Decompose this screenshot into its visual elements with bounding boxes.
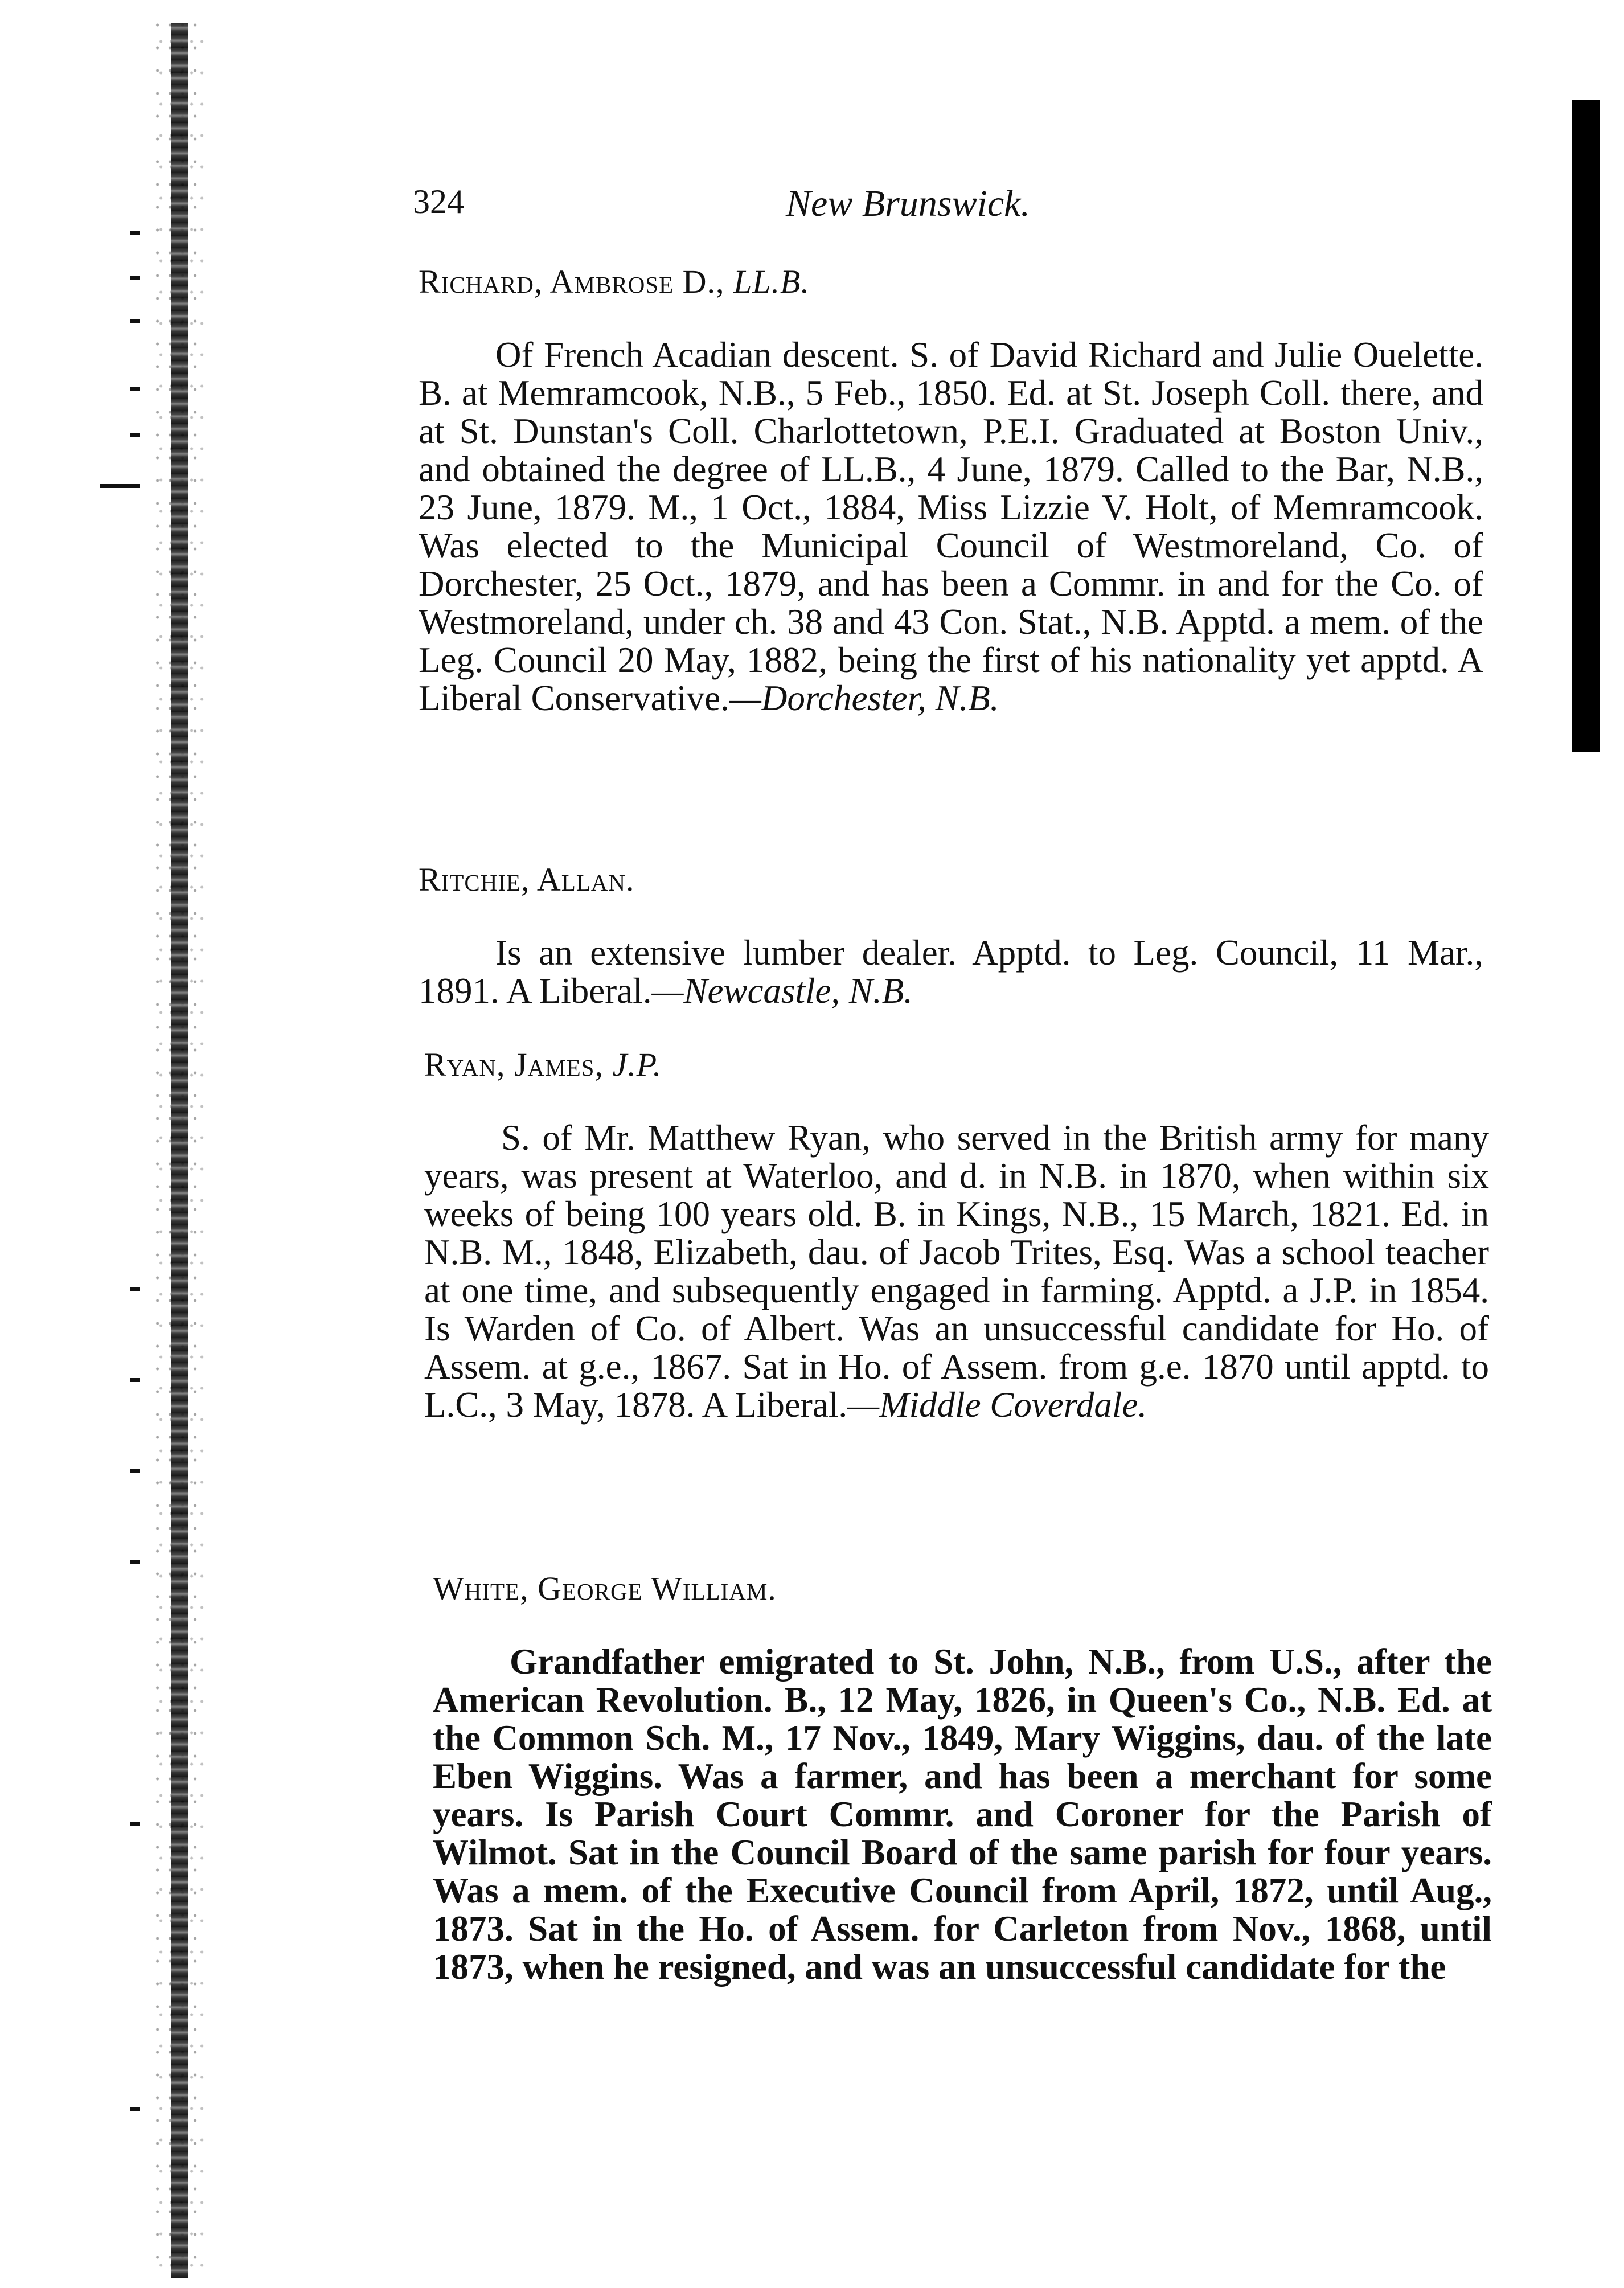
margin-mark [100,484,140,488]
entry-body [419,934,1483,1010]
entry-body-text: Grandfather emigrated to St. John, N.B., from U.S., after the American Revolution. B., 12 May, 1826, in Queen's Co., N.B. Ed. at the Common Sch. M., 17 Nov., 1849, Mary Wiggins, dau. of the late Eben Wiggins. Was a farmer, and has been a merchant for some years. Is Parish Court Commr. and Coroner for the Parish of Wilmot. Sat in the Council Board of the same parish for four years. Was a mem. of the Executive Council from April, 1872, until Aug., 1873. Sat in the Ho. of Assem. for Carleton from Nov., 1868, until 1873, when he resigned, and was an unsuccessful candidate for the [433,1642,1492,1987]
entry-name [419,259,1483,305]
margin-mark [130,276,140,280]
entry-residence: —Dorchester, N.B. [729,678,999,718]
entry-name-text: Ritchie, Allan. [419,861,635,898]
entry-body [433,1643,1492,1986]
entry-residence: —Newcastle, N.B. [651,971,913,1011]
margin-mark [130,2107,140,2111]
page-binding-edge [171,23,188,2278]
margin-mark [130,433,140,437]
margin-mark [130,1378,140,1382]
entry-qualification: J.P. [612,1046,662,1083]
entry-name [433,1566,1492,1612]
margin-mark [130,1822,140,1826]
entry-body [424,1119,1489,1424]
scan-edge-bar [1572,100,1600,752]
entry-qualification: LL.B. [733,263,810,300]
entry-name [419,857,1483,903]
entry-body-text: Of French Acadian descent. S. of David Richard and Julie Ouelette. B. at Memramcook, N.B., 5 Feb., 1850. Ed. at St. Joseph Coll. there, and at St. Dunstan's Coll. Charlottetown, P.E.I. Graduated at Boston Univ., and obtained the degree of LL.B., 4 June, 1879. Called to the Bar, N.B., 23 June, 1879. M., 1 Oct., 1884, Miss Lizzie V. Holt, of Memramcook. Was elected to the Municipal Council of Westmoreland, Co. of Dorchester, 25 Oct., 1879, and has been a Commr. in and for the Co. of Westmoreland, under ch. 38 and 43 Con. Stat., N.B. Apptd. a mem. of the Leg. Council 20 May, 1882, being the first of his nationality yet apptd. A Liberal Conservative. [419,335,1483,718]
entry-body-text: S. of Mr. Matthew Ryan, who served in the British army for many years, was present at Waterloo, and d. in N.B. in 1870, when within six weeks of being 100 years old. B. in Kings, N.B., 15 March, 1821. Ed. in N.B. M., 1848, Elizabeth, dau. of Jacob Trites, Esq. Was a school teacher at one time, and subsequently engaged in farming. Apptd. a J.P. in 1854. Is Warden of Co. of Albert. Was an unsuccessful candidate for Ho. of Assem. at g.e., 1867. Sat in Ho. of Assem. from g.e. 1870 until apptd. to L.C., 3 May, 1878. A Liberal. [424,1118,1489,1425]
margin-mark [130,319,140,323]
margin-mark [130,387,140,391]
entry-name-text: Richard, Ambrose D., [419,263,725,300]
page-number: 324 [413,183,464,220]
biography-entry [424,1042,1489,1424]
entry-name-text: White, George William. [433,1570,777,1607]
biography-entry [419,259,1483,717]
margin-mark [130,1560,140,1564]
biography-entry [419,857,1483,1010]
entry-name-text: Ryan, James, [424,1046,604,1083]
biography-entry [433,1566,1492,1986]
running-title: New Brunswick. [786,183,1030,224]
entry-body-text: Is an extensive lumber dealer. Apptd. to Leg. Council, 11 Mar., 1891. A Liberal. [419,933,1483,1011]
page-header [413,182,1506,233]
entry-name [424,1042,1489,1088]
entry-body [419,336,1483,717]
margin-mark [130,1469,140,1473]
entry-residence: —Middle Coverdale. [847,1385,1147,1425]
margin-mark [130,231,140,235]
margin-mark [130,1287,140,1291]
